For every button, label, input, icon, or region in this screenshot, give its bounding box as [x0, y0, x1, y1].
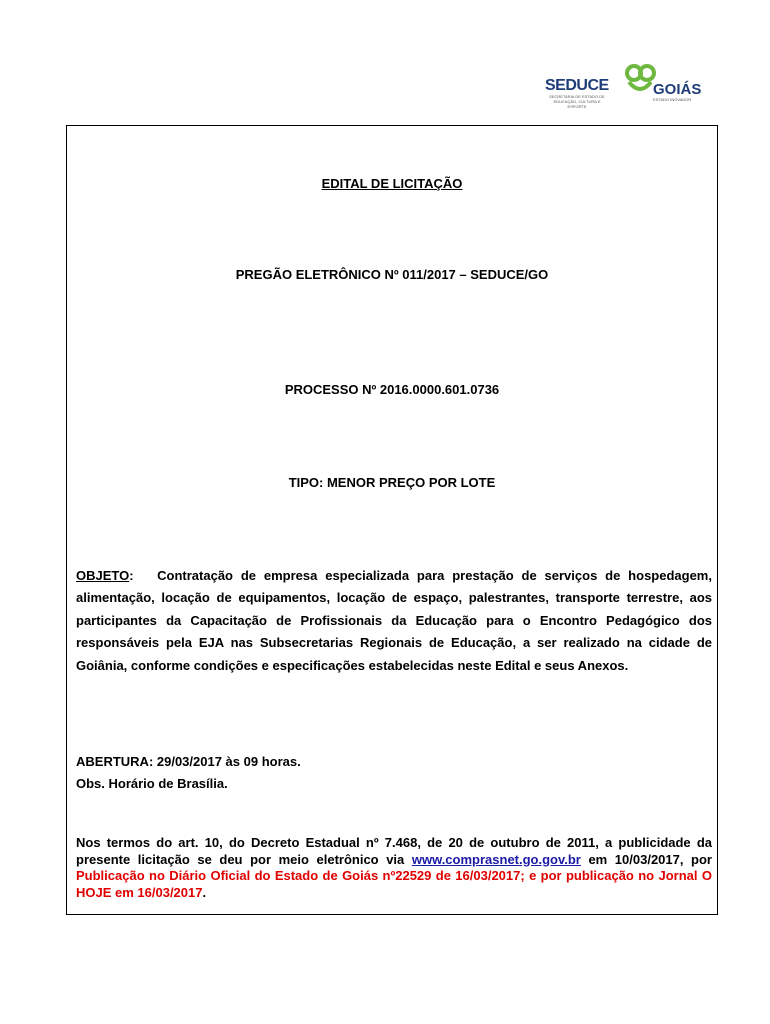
seduce-logo-word: SEDUCE [545, 77, 609, 94]
document-title: EDITAL DE LICITAÇÃO [321, 176, 463, 191]
horario-note: Obs. Horário de Brasília. [76, 776, 228, 791]
goias-logo-word: GOIÁS [653, 81, 702, 98]
abertura-block [76, 751, 301, 795]
publicacao-highlight: Publicação no Diário Oficial do Estado de Goiás nº22529 de 16/03/2017; e por publicação no Jornal O HOJE em 16/03/2017 [76, 868, 712, 900]
objeto-label: OBJETO [76, 568, 130, 583]
objeto-colon: : [129, 568, 134, 583]
header-logos [545, 62, 705, 109]
abertura-line: ABERTURA: 29/03/2017 às 09 horas. [76, 754, 301, 769]
comprasnet-link[interactable]: www.comprasnet.go.gov.br [411, 851, 581, 867]
publicidade-text-2: em 10/03/2017, por [580, 851, 712, 867]
publicidade-text-1: Nos termos do art. 10, do Decreto Estadual nº 7.468, de 20 de outubro de 2011, a publicidade da presente licitação se deu por meio eletrônico via [76, 835, 712, 867]
seduce-logo [545, 78, 609, 109]
tipo-heading: TIPO: MENOR PREÇO POR LOTE [288, 475, 496, 490]
goias-logo-tagline: ESTADO INOVADOR [653, 97, 692, 102]
publicidade-end: . [202, 884, 207, 900]
seduce-logo-tagline: SECRETARIA DE ESTADO DE EDUCAÇÃO, CULTURA E ESPORTE [549, 94, 605, 109]
publicidade-paragraph [76, 835, 712, 901]
goias-emblem-icon [623, 62, 657, 98]
processo-heading: PROCESSO Nº 2016.0000.601.0736 [284, 382, 500, 397]
pregao-heading: PREGÃO ELETRÔNICO Nº 011/2017 – SEDUCE/GO [235, 267, 549, 282]
objeto-paragraph [76, 565, 712, 677]
document-frame [66, 125, 718, 915]
objeto-text: Contratação de empresa especializada para prestação de serviços de hospedagem, alimentação, locação de equipamentos, locação de espaço, palestrantes, transporte terrestre, aos participantes da Capacitação de Profissionais da Educação para o Encontro Pedagógico dos responsáveis pela EJA nas Subsecretarias Regionais de Educação, a ser realizado na cidade de Goiânia, conforme condições e especificações estabelecidas neste Edital e seus Anexos. [76, 568, 712, 673]
